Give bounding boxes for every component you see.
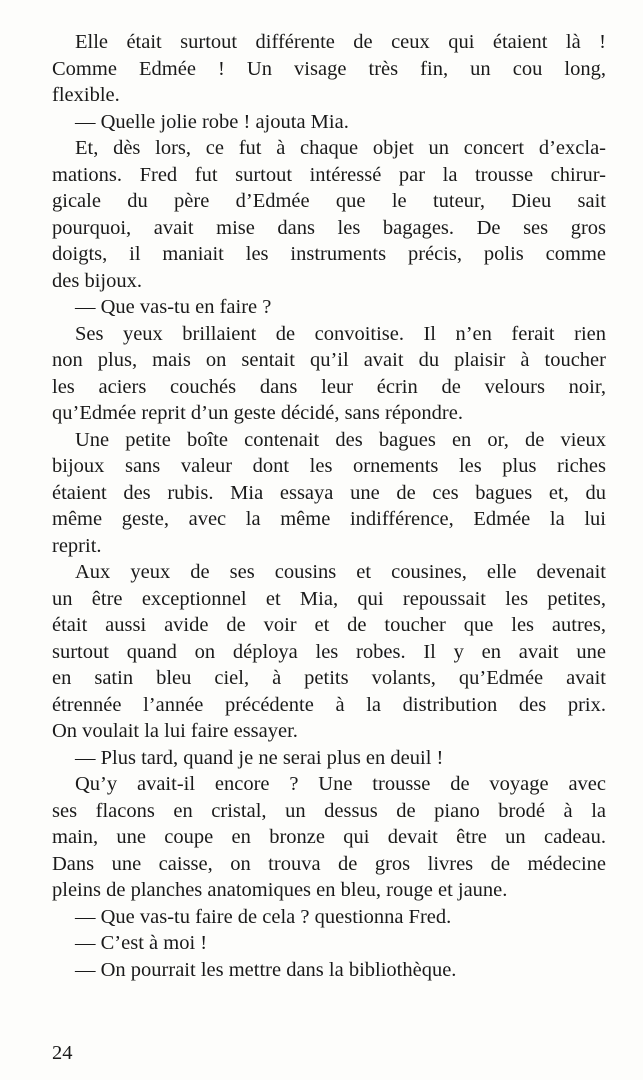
text-line: les aciers couchés dans leur écrin de velours noir,	[52, 375, 606, 398]
text-line: Dans une caisse, on trouva de gros livres de médecine	[52, 852, 606, 875]
text-line: reprit.	[52, 534, 102, 557]
paragraph	[52, 957, 606, 984]
paragraph	[52, 427, 606, 560]
text-line: — Que vas-tu faire de cela ? questionna Fred.	[75, 905, 452, 928]
text-line: qu’Edmée reprit d’un geste décidé, sans répondre.	[52, 402, 463, 424]
paragraph	[52, 559, 606, 745]
text-line: Aux yeux de ses cousins et cousines, elle devenait	[75, 561, 606, 583]
text-line: Elle était surtout différente de ceux qui étaient là !	[75, 31, 606, 53]
text-line: étaient des rubis. Mia essaya une de ces bagues et, du	[52, 481, 606, 504]
text-line: pourquoi, avait mise dans les bagages. De ses gros	[52, 216, 606, 239]
text-line: — Que vas-tu en faire ?	[75, 296, 272, 318]
paragraph	[52, 294, 606, 321]
page-number: 24	[52, 1042, 73, 1064]
text-line: Une petite boîte contenait des bagues en or, de vieux	[75, 428, 606, 451]
text-line: un être exceptionnel et Mia, qui repoussait les petites,	[52, 587, 606, 610]
paragraph	[52, 109, 606, 136]
paragraph	[52, 930, 606, 957]
text-line: main, une coupe en bronze qui devait être un cadeau.	[52, 826, 606, 848]
text-line: ses flacons en cristal, un dessus de piano brodé à la	[52, 799, 606, 822]
paragraph	[52, 904, 606, 931]
text-line: Comme Edmée ! Un visage très fin, un cou long,	[52, 57, 606, 80]
text-line: doigts, il maniait les instruments précis, polis comme	[52, 243, 606, 265]
text-line: des bijoux.	[52, 269, 142, 292]
text-line: bijoux sans valeur dont les ornements les plus riches	[52, 455, 606, 477]
text-line: pleins de planches anatomiques en bleu, rouge et jaune.	[52, 879, 508, 901]
text-line: On voulait la lui faire essayer.	[52, 720, 298, 742]
paragraph	[52, 321, 606, 427]
text-line: — Plus tard, quand je ne serai plus en deuil !	[75, 746, 444, 769]
text-line: Qu’y avait-il encore ? Une trousse de voyage avec	[75, 773, 606, 795]
paragraph	[52, 135, 606, 294]
body-text	[52, 29, 606, 983]
text-line: Et, dès lors, ce fut à chaque objet un concert d’excla-	[75, 137, 606, 159]
paragraph	[52, 745, 606, 772]
text-line: étrennée l’année précédente à la distribution des prix.	[52, 693, 606, 716]
text-line: non plus, mais on sentait qu’il avait du plaisir à toucher	[52, 349, 606, 371]
paragraph	[52, 771, 606, 904]
text-line: Ses yeux brillaient de convoitise. Il n’en ferait rien	[75, 322, 606, 345]
text-line: — On pourrait les mettre dans la bibliothèque.	[75, 958, 457, 981]
text-line: flexible.	[52, 84, 120, 106]
text-line: gicale du père d’Edmée que le tuteur, Dieu sait	[52, 190, 606, 212]
text-line: — Quelle jolie robe ! ajouta Mia.	[75, 110, 349, 133]
text-line: mations. Fred fut surtout intéressé par la trousse chirur-	[52, 163, 606, 186]
text-line: même geste, avec la même indifférence, Edmée la lui	[52, 508, 606, 530]
text-line: était aussi avide de voir et de toucher que les autres,	[52, 614, 606, 636]
paragraph	[52, 29, 606, 109]
text-line: en satin bleu ciel, à petits volants, qu’Edmée avait	[52, 667, 606, 689]
text-line: — C’est à moi !	[75, 932, 208, 954]
text-line: surtout quand on déploya les robes. Il y en avait une	[52, 640, 606, 663]
